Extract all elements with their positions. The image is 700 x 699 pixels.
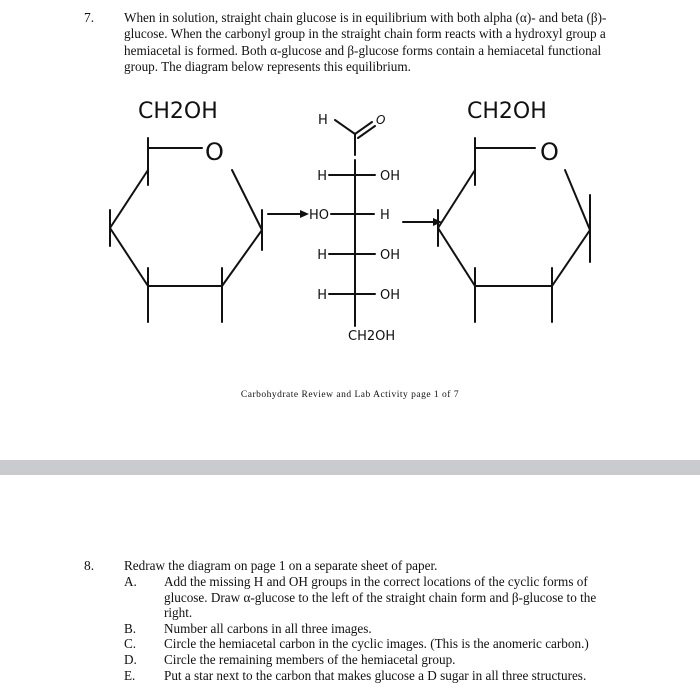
glucose-equilibrium-diagram: [0, 80, 700, 370]
c4-left-group: H: [317, 248, 327, 263]
c3-left-group: HO: [308, 208, 329, 223]
aldehyde-o-label: O: [376, 113, 386, 127]
item-text: Add the missing H and OH groups in the correct locations of the cyclic forms of glucose. Draw α-glucose to the left of the straight chain form and β-glucose to the right.: [164, 574, 597, 621]
right-ring-oxygen: O: [540, 138, 559, 166]
question-8-items: [124, 574, 624, 683]
item-letter: C.: [124, 636, 137, 652]
list-item: [124, 668, 624, 684]
aldehyde-co-bond-1: [355, 122, 372, 134]
question-8-intro: Redraw the diagram on page 1 on a separate sheet of paper.: [124, 558, 438, 573]
item-letter: D.: [124, 651, 137, 667]
left-ring-bond-c1-o: [232, 170, 262, 230]
list-item: [124, 621, 624, 637]
page-caption: Carbohydrate Review and Lab Activity page 1 of 7: [240, 390, 460, 400]
c2-right-group: OH: [380, 169, 401, 184]
question-7-text: When in solution, straight chain glucose is in equilibrium with both alpha (α)- and beta (β)- glucose. When the carbonyl group in the straight chain form reacts with a hydroxyl group a hemiacetal is formed. Both α-glucose and β-glucose forms contain a hemiacetal functional group. The diagram below represents this equilibrium.: [124, 10, 607, 75]
left-ring-bonds: [110, 138, 262, 322]
aldehyde-co-bond-2: [358, 126, 375, 138]
aldehyde-h-label: H: [318, 113, 328, 128]
right-ring-bonds: [438, 138, 590, 322]
right-ring-bond-c1-o: [565, 170, 590, 230]
item-letter: B.: [124, 620, 137, 636]
left-ring-bond-c2-c1: [222, 230, 262, 286]
item-letter: E.: [124, 667, 136, 683]
list-item: [124, 574, 624, 621]
left-ch2oh-label: CH2OH: [138, 99, 218, 124]
item-text: Circle the remaining members of the hemiacetal group.: [164, 651, 456, 667]
item-text: Circle the hemiacetal carbon in the cyclic images. (This is the anomeric carbon.): [164, 636, 589, 652]
left-arrow-head: [300, 210, 309, 218]
left-ring-bond-c4-c3: [110, 228, 148, 286]
right-ring-bond-c4-c3: [438, 228, 475, 286]
question-7-number: 7.: [84, 10, 95, 25]
c5-left-group: H: [317, 288, 327, 303]
left-ring-oxygen: O: [205, 138, 224, 166]
right-ring-bond-c2-c1: [552, 230, 590, 286]
page-divider: [0, 460, 700, 475]
left-ring-bond-c5-c4: [110, 170, 148, 228]
c2-left-group: H: [317, 169, 327, 184]
item-text: Number all carbons in all three images.: [164, 620, 372, 636]
c5-right-group: OH: [380, 288, 401, 303]
list-item: [124, 652, 624, 668]
c3-right-group: H: [380, 208, 390, 223]
item-letter: A.: [124, 574, 137, 589]
aldehyde-h-bond: [335, 120, 355, 134]
item-text: Put a star next to the carbon that makes glucose a D sugar in all three structures.: [164, 667, 587, 683]
chain-bottom-ch2oh: CH2OH: [348, 329, 396, 344]
right-ch2oh-label: CH2OH: [467, 99, 547, 124]
fischer-chain-bonds: [268, 120, 433, 326]
c4-right-group: OH: [380, 248, 401, 263]
question-8-number: 8.: [84, 558, 95, 573]
right-ring-bond-c5-c4: [438, 170, 475, 228]
list-item: [124, 636, 624, 652]
